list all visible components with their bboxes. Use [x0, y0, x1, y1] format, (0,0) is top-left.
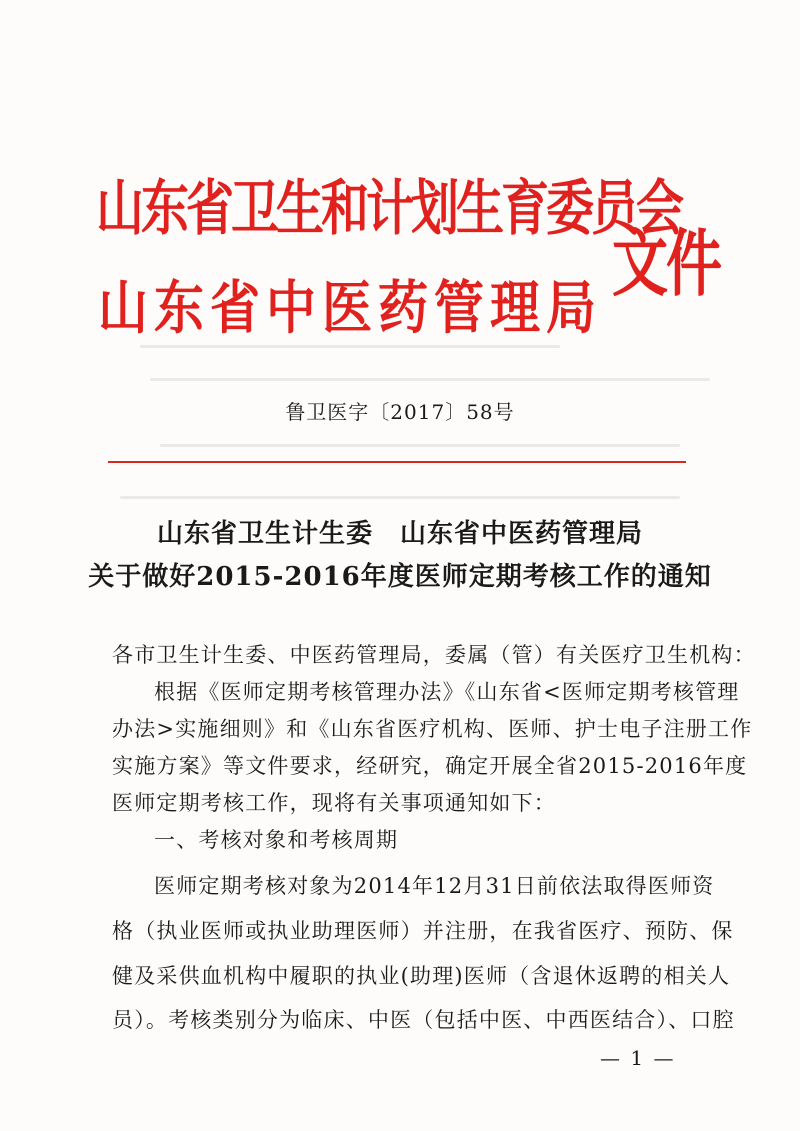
title-line-2: 关于做好2015-2016年度医师定期考核工作的通知 — [88, 562, 712, 592]
bleed-mark — [120, 496, 680, 499]
bleed-mark — [140, 345, 560, 348]
paragraph-line: 医师定期考核对象为2014年12月31日前依法取得医师资 — [154, 874, 715, 898]
salutation: 各市卫生计生委、中医药管理局，委属（管）有关医疗卫生机构： — [112, 643, 756, 667]
bleed-mark — [160, 444, 680, 447]
paragraph-line: 根据《医师定期考核管理办法》《山东省<医师定期考核管理 — [154, 680, 740, 704]
page-number: — 1 — — [600, 1046, 676, 1070]
issuer-line-1: 山东省卫生和计划生育委员会 — [96, 173, 682, 244]
paragraph-line: 医师定期考核工作，现将有关事项通知如下： — [112, 791, 556, 815]
bleed-mark — [150, 378, 710, 381]
paragraph-line: 实施方案》等文件要求，经研究，确定开展全省2015-2016年度 — [112, 754, 748, 778]
paragraph-line: 健及采供血机构中履职的执业(助理)医师（含退休返聘的相关人 — [112, 964, 731, 988]
red-separator-line — [108, 461, 686, 463]
title-line-1: 山东省卫生计生委 山东省中医药管理局 — [156, 519, 643, 549]
issuer-line-2: 山东省中医药管理局 — [98, 274, 602, 342]
paragraph-line: 格（执业医师或执业助理医师）并注册，在我省医疗、预防、保 — [112, 919, 734, 943]
paragraph-line: 办法>实施细则》和《山东省医疗机构、医师、护士电子注册工作 — [112, 717, 753, 741]
doc-type-suffix: 文件 — [612, 222, 720, 308]
paragraph-line: 员）。考核类别分为临床、中医（包括中医、中西医结合）、口腔 — [112, 1008, 735, 1032]
document-number: 鲁卫医字〔2017〕58号 — [285, 400, 515, 424]
section-heading: 一、考核对象和考核周期 — [154, 828, 399, 852]
